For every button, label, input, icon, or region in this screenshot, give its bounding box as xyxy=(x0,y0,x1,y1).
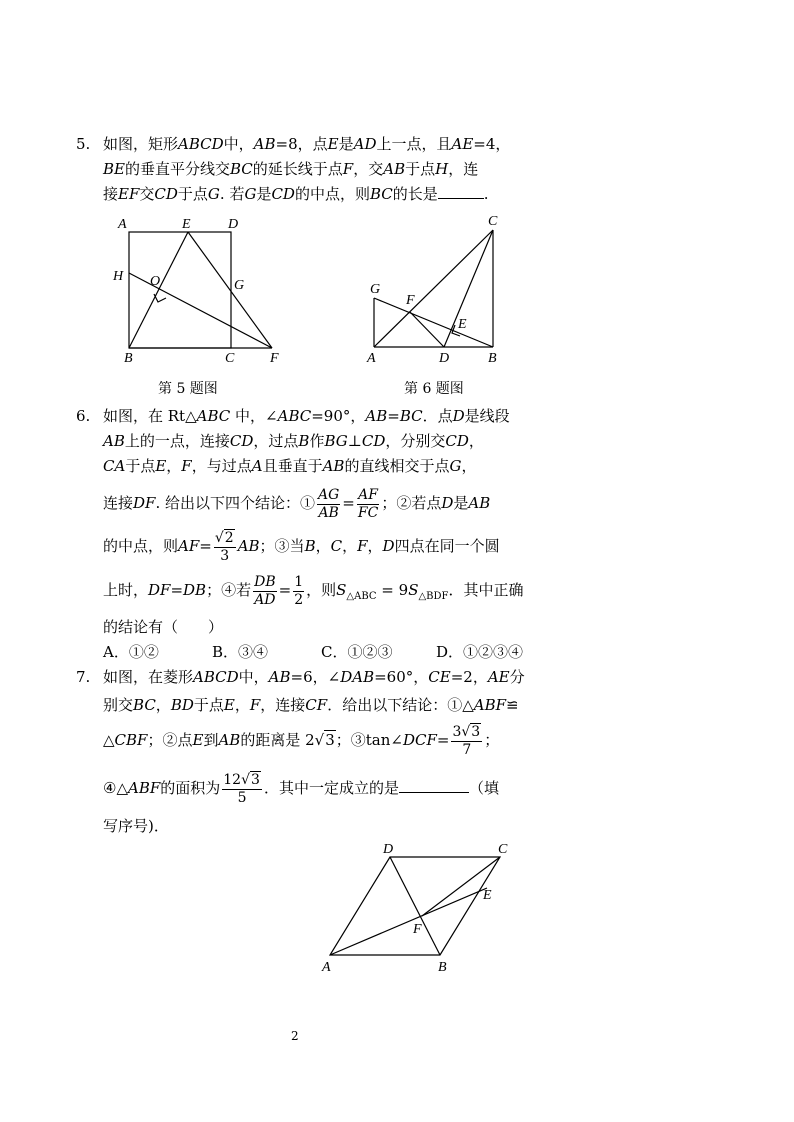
q7-number: 7. xyxy=(76,668,91,686)
q7-line-3: △CBF；②点E到AB的距离是 2√3；③tan∠DCF= $\frac{3√3}{7}$ ； xyxy=(103,723,500,758)
fraction-af-fc: $\frac{AF}{FC}$ xyxy=(357,486,379,521)
q6-line-7: 的结论有（ ） xyxy=(103,618,224,636)
fig6-segment-dc xyxy=(444,230,493,347)
q6-line-1: 如图，在 Rt△ABC 中，∠ABC=90°，AB=BC．点D是线段 xyxy=(103,407,510,425)
fig7-label-d: D xyxy=(383,842,394,857)
q7-answer-blank[interactable] xyxy=(399,792,469,793)
fraction-ag-ab: $\frac{AG}{AB}$ xyxy=(318,486,340,521)
fig5-label-h: H xyxy=(113,269,124,284)
fig5-label-c: C xyxy=(225,351,235,366)
fig5-label-d: D xyxy=(228,217,239,232)
q7-line-5: 写序号)． xyxy=(103,817,169,835)
fig5-label-a: A xyxy=(118,217,127,232)
q6-option-d[interactable]: D．①②③④ xyxy=(436,643,524,661)
q7-line-4: ④△ABF的面积为 $\frac{12√3}{5}$ ．其中一定成立的是 （填 xyxy=(103,771,499,806)
fraction-1-2: $\frac{1}{2}$ xyxy=(294,573,304,608)
fig6-segment-df xyxy=(410,312,444,347)
fig6-label-e: E xyxy=(458,317,467,332)
fraction-12sqrt3-5: $\frac{12√3}{5}$ xyxy=(223,771,260,806)
fig7-label-a: A xyxy=(322,960,331,975)
figure-7 xyxy=(310,835,525,980)
fig7-label-c: C xyxy=(498,842,508,857)
fig7-label-b: B xyxy=(438,960,447,975)
fraction-sqrt2-3: $\frac{√2}{3}$ xyxy=(214,529,234,564)
figure-6 xyxy=(360,205,520,370)
fig5-label-e: E xyxy=(182,217,191,232)
fig5-label-g: G xyxy=(234,278,245,293)
fig5-label-f: F xyxy=(270,351,279,366)
figure-5 xyxy=(110,210,290,370)
fig6-label-d: D xyxy=(439,351,450,366)
fraction-3sqrt3-7: $\frac{3√3}{7}$ xyxy=(452,723,481,758)
fig6-label-a: A xyxy=(367,351,376,366)
fig5-segment-be xyxy=(129,232,188,348)
page-number: 2 xyxy=(291,1029,299,1043)
q7-line-2: 别交BC，BD于点E，F，连接CF．给出以下结论：①△ABF≌ xyxy=(103,696,519,714)
q6-line-4: 连接DF. 给出以下四个结论：① $\frac{AG}{AB}$ = $\frac{AF}{FC}$ ；②若点D是AB xyxy=(103,486,491,521)
fig6-label-b: B xyxy=(488,351,497,366)
q6-line-2: AB上的一点，连接CD，过点B作BG⊥CD，分别交CD， xyxy=(103,432,484,450)
q6-line-6: 上时，DF=DB；④若 $\frac{DB}{AD}$ = $\frac{1}{2}$ ，则$S_{\triangle ABC} = 9S_{\triangle BDF}$．其中正确 xyxy=(103,573,524,608)
q7-line-1: 如图，在菱形ABCD中，AB=6，∠DAB=60°，CE=2，AE分 xyxy=(103,668,525,686)
q6-number: 6. xyxy=(76,407,91,425)
fig5-segment-ef xyxy=(188,232,272,348)
fig5-rectangle xyxy=(129,232,231,348)
q6-option-a[interactable]: A．①② xyxy=(103,643,159,661)
fig6-label-f: F xyxy=(406,293,415,308)
q6-line-5: 的中点，则AF= $\frac{√2}{3}$ AB；③当B，C，F，D四点在同一个圆 xyxy=(103,529,500,564)
fig7-segment-ae xyxy=(330,888,487,955)
fig6-segment-ac xyxy=(374,230,493,347)
q5-line-3: 接EF交CD于点G. 若G是CD的中点，则BC的长是 . xyxy=(103,185,489,203)
figure-6-caption: 第 6 题图 xyxy=(404,381,464,397)
fig7-segment-fc xyxy=(422,857,500,916)
q5-number: 5. xyxy=(76,135,91,153)
figure-5-caption: 第 5 题图 xyxy=(158,381,218,397)
q5-answer-blank[interactable] xyxy=(438,198,484,199)
q6-option-c[interactable]: C．①②③ xyxy=(321,643,393,661)
q6-option-b[interactable]: B．③④ xyxy=(212,643,269,661)
q5-line-2: BE的垂直平分线交BC的延长线于点F，交AB于点H，连 xyxy=(103,160,479,178)
fig7-diagonal-db xyxy=(390,857,440,955)
q5-line-1: 如图，矩形ABCD中，AB=8，点E是AD上一点，且AE=4， xyxy=(103,135,511,153)
fig5-label-o: O xyxy=(150,274,161,289)
fig5-label-b: B xyxy=(124,351,133,366)
fig7-label-f: F xyxy=(413,922,422,937)
fig6-label-c: C xyxy=(488,214,498,229)
fraction-db-ad: $\frac{DB}{AD}$ xyxy=(254,573,276,608)
fig6-label-g: G xyxy=(370,282,381,297)
fig7-label-e: E xyxy=(483,888,492,903)
fig6-segment-gb xyxy=(374,298,493,347)
q6-line-3: CA于点E，F，与过点A且垂直于AB的直线相交于点G， xyxy=(103,457,477,475)
